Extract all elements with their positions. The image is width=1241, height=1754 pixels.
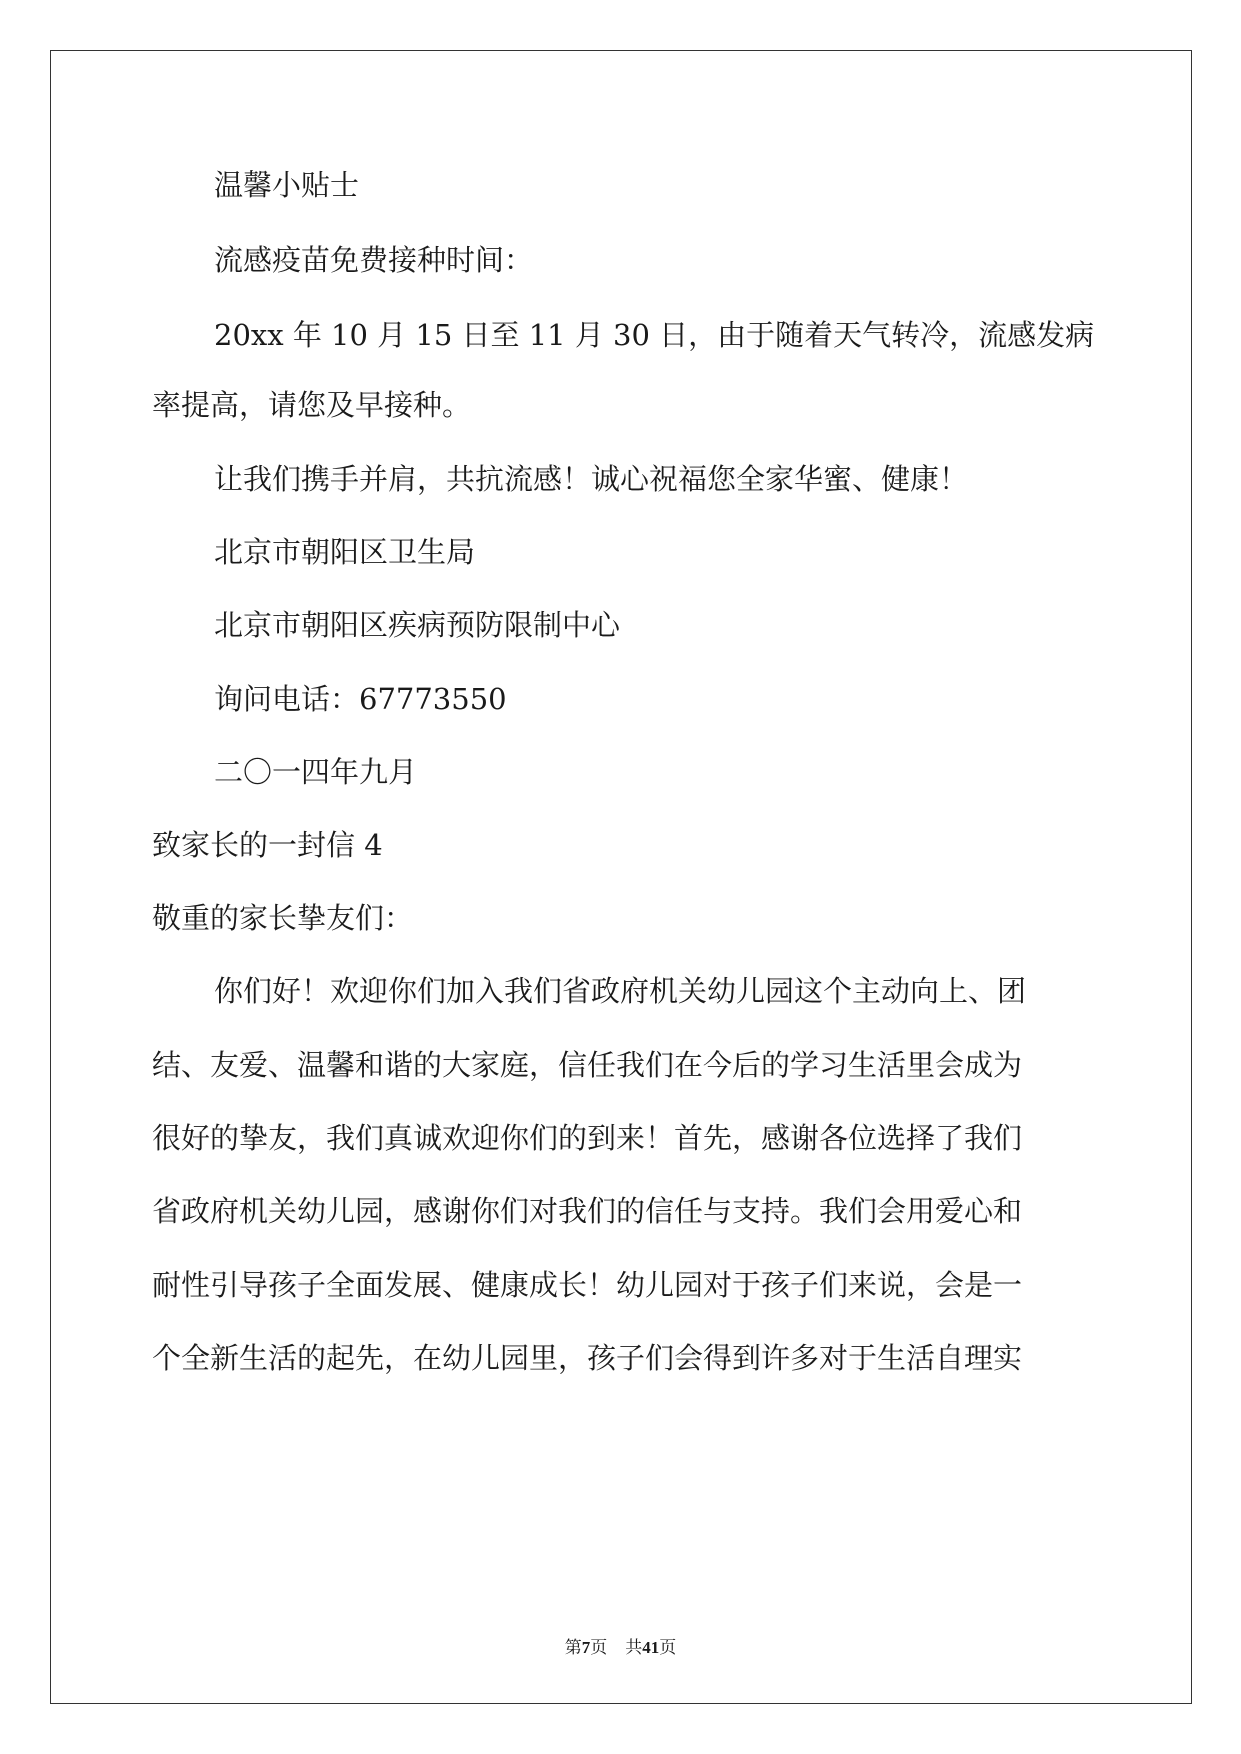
- paragraph-line: 你们好！欢迎你们加入我们省政府机关幼儿园这个主动向上、团: [214, 974, 1027, 1008]
- paragraph-line: 很好的挚友，我们真诚欢迎你们的到来！首先，感谢各位选择了我们: [152, 1121, 1023, 1155]
- section-title: 致家长的一封信 4: [152, 828, 383, 862]
- paragraph-line: 让我们携手并肩，共抗流感！诚心祝福您全家华蜜、健康！: [214, 462, 969, 496]
- salutation: 敬重的家长挚友们：: [152, 901, 414, 935]
- signature-line: 北京市朝阳区疾病预防限制中心: [214, 608, 621, 642]
- page-number: 7: [581, 1638, 591, 1657]
- signature-line: 北京市朝阳区卫生局: [214, 535, 476, 569]
- paragraph-line: 个全新生活的起先，在幼儿园里，孩子们会得到许多对于生活自理实: [152, 1341, 1023, 1375]
- paragraph-line: 省政府机关幼儿园，感谢你们对我们的信任与支持。我们会用爱心和: [152, 1194, 1023, 1228]
- paragraph-line: 20xx 年 10 月 15 日至 11 月 30 日，由于随着天气转冷，流感发病: [214, 318, 1095, 352]
- total-prefix: 共: [625, 1638, 643, 1658]
- vaccine-time-label: 流感疫苗免费接种时间：: [214, 243, 534, 277]
- paragraph-line: 耐性引导孩子全面发展、健康成长！幼儿园对于孩子们来说，会是一: [152, 1268, 1023, 1302]
- total-pages: 41: [642, 1638, 660, 1657]
- page-suffix: 页: [590, 1638, 608, 1658]
- date-line: 二〇一四年九月: [214, 755, 418, 789]
- paragraph-line: 结、友爱、温馨和谐的大家庭，信任我们在今后的学习生活里会成为: [152, 1048, 1023, 1082]
- page-border: [50, 50, 1192, 1704]
- page-footer: [0, 1636, 1241, 1660]
- phone-line: 询问电话：67773550: [214, 682, 507, 716]
- total-suffix: 页: [659, 1638, 677, 1658]
- page-prefix: 第: [564, 1638, 582, 1658]
- tips-heading: 温馨小贴士: [214, 168, 360, 202]
- paragraph-line: 率提高，请您及早接种。: [152, 388, 472, 422]
